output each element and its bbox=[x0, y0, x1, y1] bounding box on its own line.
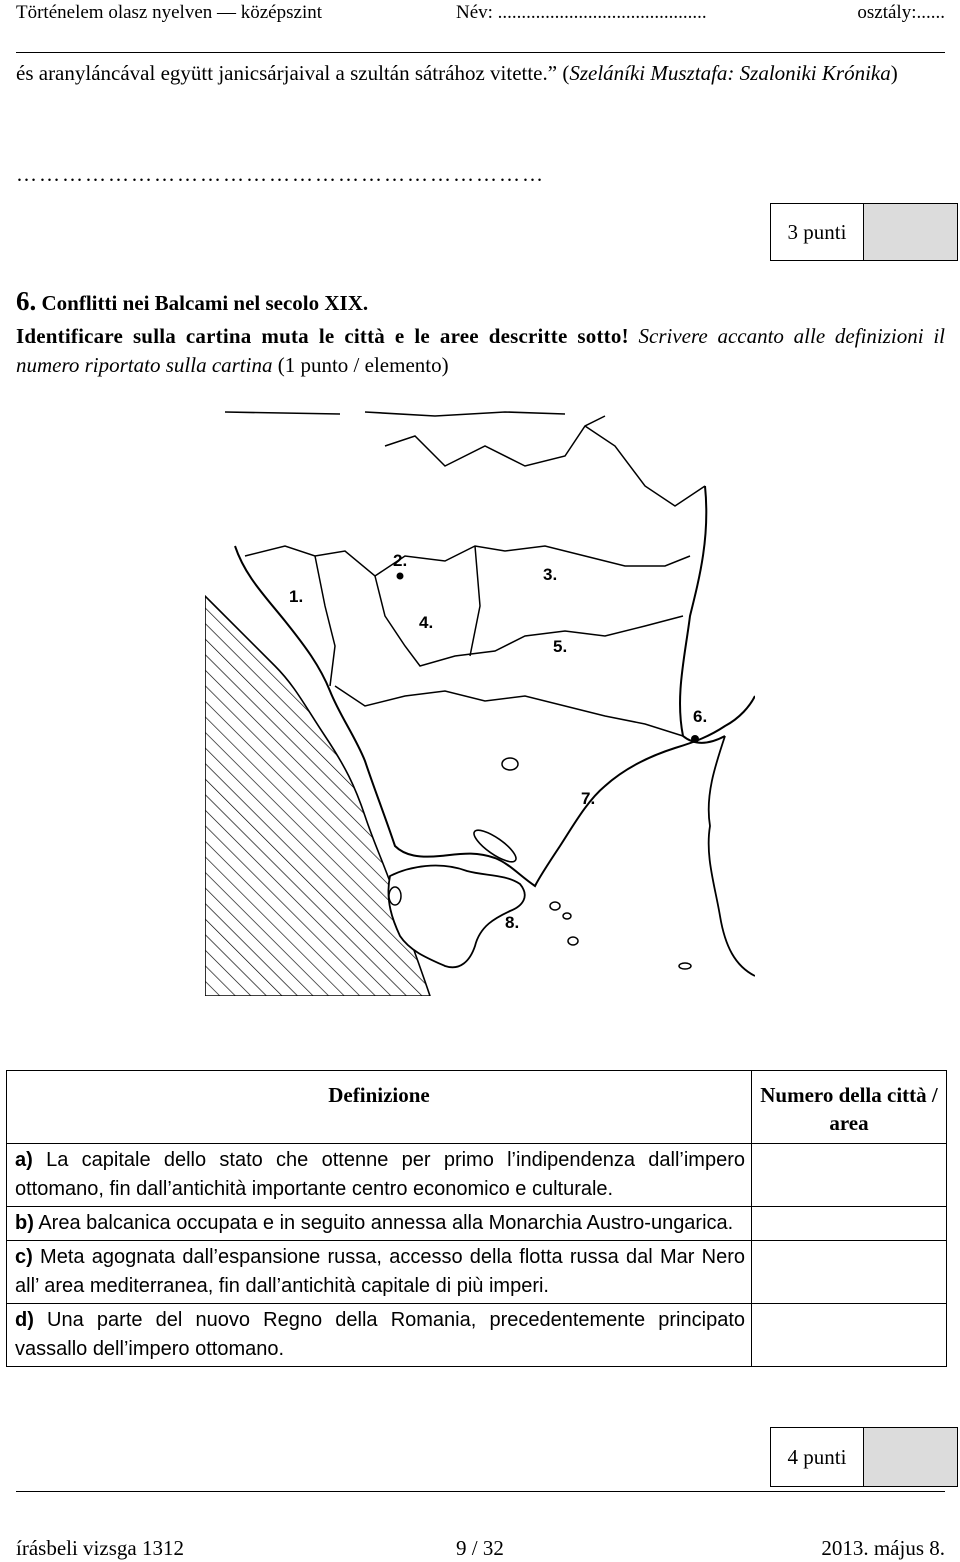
task-instructions bbox=[16, 322, 945, 380]
row-text: Area balcanica occupata e in seguito annessa alla Monarchia Austro-ungarica. bbox=[33, 1212, 734, 1234]
map-label-1: 1. bbox=[289, 587, 304, 606]
row-letter: a) bbox=[15, 1149, 33, 1171]
map-label-6: 6. bbox=[693, 707, 708, 726]
city-dot bbox=[691, 735, 699, 743]
quote-text: és aranyláncával együtt janicsárjaival a szultán sátrához vitette.” ( bbox=[16, 61, 570, 85]
instruction-plain: (1 punto / elemento) bbox=[272, 353, 449, 377]
definition-b bbox=[7, 1207, 752, 1241]
number-header: Numero della città / area bbox=[752, 1071, 947, 1144]
border-south bbox=[335, 686, 683, 736]
island bbox=[568, 937, 578, 945]
island bbox=[389, 887, 401, 905]
instruction-italic: Scrivere accanto alle definizioni il numero riportato sulla cartina bbox=[16, 324, 946, 377]
border-central bbox=[245, 546, 690, 576]
row-text: Una parte del nuovo Regno della Romania, precedentemente principato vassallo dell’impero ottomano. bbox=[15, 1309, 745, 1360]
map-label-5: 5. bbox=[553, 637, 568, 656]
map-label-3: 3. bbox=[543, 565, 558, 584]
city-dot bbox=[397, 573, 404, 580]
page-header bbox=[16, 0, 945, 50]
answer-cell-a[interactable] bbox=[752, 1144, 947, 1207]
answer-cell-d[interactable] bbox=[752, 1304, 947, 1367]
task-number: 6. bbox=[16, 286, 37, 316]
adriatic-sea bbox=[205, 596, 430, 996]
island bbox=[470, 825, 520, 867]
table-row bbox=[7, 1304, 947, 1367]
island bbox=[550, 902, 560, 910]
definitions-table bbox=[6, 1070, 947, 1367]
map-top-edge bbox=[225, 412, 565, 416]
answer-cell-b[interactable] bbox=[752, 1207, 947, 1241]
task-heading: Conflitti nei Balcami nel secolo XIX. bbox=[41, 291, 369, 315]
row-letter: b) bbox=[15, 1212, 34, 1234]
footer-date: 2013. május 8. bbox=[821, 1536, 945, 1560]
instruction-bold: Identificare sulla cartina muta le città e le aree descritte sotto! bbox=[16, 324, 629, 348]
island bbox=[563, 913, 571, 919]
definition-d bbox=[7, 1304, 752, 1367]
points-label: 3 punti bbox=[771, 204, 864, 260]
black-sea-coast bbox=[680, 486, 725, 743]
points-box-bottom bbox=[770, 1427, 958, 1487]
answer-cell-c[interactable] bbox=[752, 1241, 947, 1304]
border-north bbox=[385, 416, 705, 506]
definition-a bbox=[7, 1144, 752, 1207]
answer-line: …………………………………………………………… bbox=[16, 162, 545, 186]
anatolia-coast bbox=[709, 736, 755, 976]
island bbox=[679, 963, 691, 969]
row-letter: c) bbox=[15, 1246, 33, 1268]
map-label-2: 2. bbox=[393, 551, 408, 570]
header-class-field: osztály:...... bbox=[857, 2, 945, 23]
header-subject: Történelem olasz nyelven — középszint bbox=[16, 2, 323, 23]
footer-page-number: 9 / 32 bbox=[456, 1536, 504, 1560]
header-name-field: Név: ............................................ bbox=[456, 2, 707, 23]
quote-close: ) bbox=[890, 61, 898, 85]
points-box-top bbox=[770, 203, 958, 261]
island bbox=[502, 758, 518, 770]
table-row bbox=[7, 1241, 947, 1304]
source-quote bbox=[16, 58, 945, 89]
definition-c bbox=[7, 1241, 752, 1304]
map-label-8: 8. bbox=[505, 913, 520, 932]
row-text: Meta agognata dall’espansione russa, accesso della flotta russa dal Mar Nero all’ area mediterranea, fin dall’antichità capitale di più imperi. bbox=[15, 1246, 745, 1297]
map-label-7: 7. bbox=[581, 789, 596, 808]
quote-source: Szeláníki Musztafa: Szaloniki Krónika bbox=[569, 61, 891, 85]
points-score-cell bbox=[864, 1428, 957, 1486]
balkan-blank-map bbox=[205, 406, 755, 996]
footer-divider bbox=[16, 1491, 945, 1492]
row-text: La capitale dello stato che ottenne per primo l’indipendenza dall’impero ottomano, fin dall’antichità importante centro economico e culturale. bbox=[15, 1149, 745, 1200]
row-letter: d) bbox=[15, 1309, 34, 1331]
table-row bbox=[7, 1144, 947, 1207]
points-score-cell bbox=[864, 204, 957, 260]
table-header-row bbox=[7, 1071, 947, 1144]
points-label: 4 punti bbox=[771, 1428, 864, 1486]
header-divider bbox=[16, 52, 945, 53]
definition-header: Definizione bbox=[7, 1071, 752, 1144]
footer-exam-code: írásbeli vizsga 1312 bbox=[16, 1536, 184, 1560]
task-title bbox=[16, 288, 368, 317]
table-row bbox=[7, 1207, 947, 1241]
map-label-4: 4. bbox=[419, 613, 434, 632]
